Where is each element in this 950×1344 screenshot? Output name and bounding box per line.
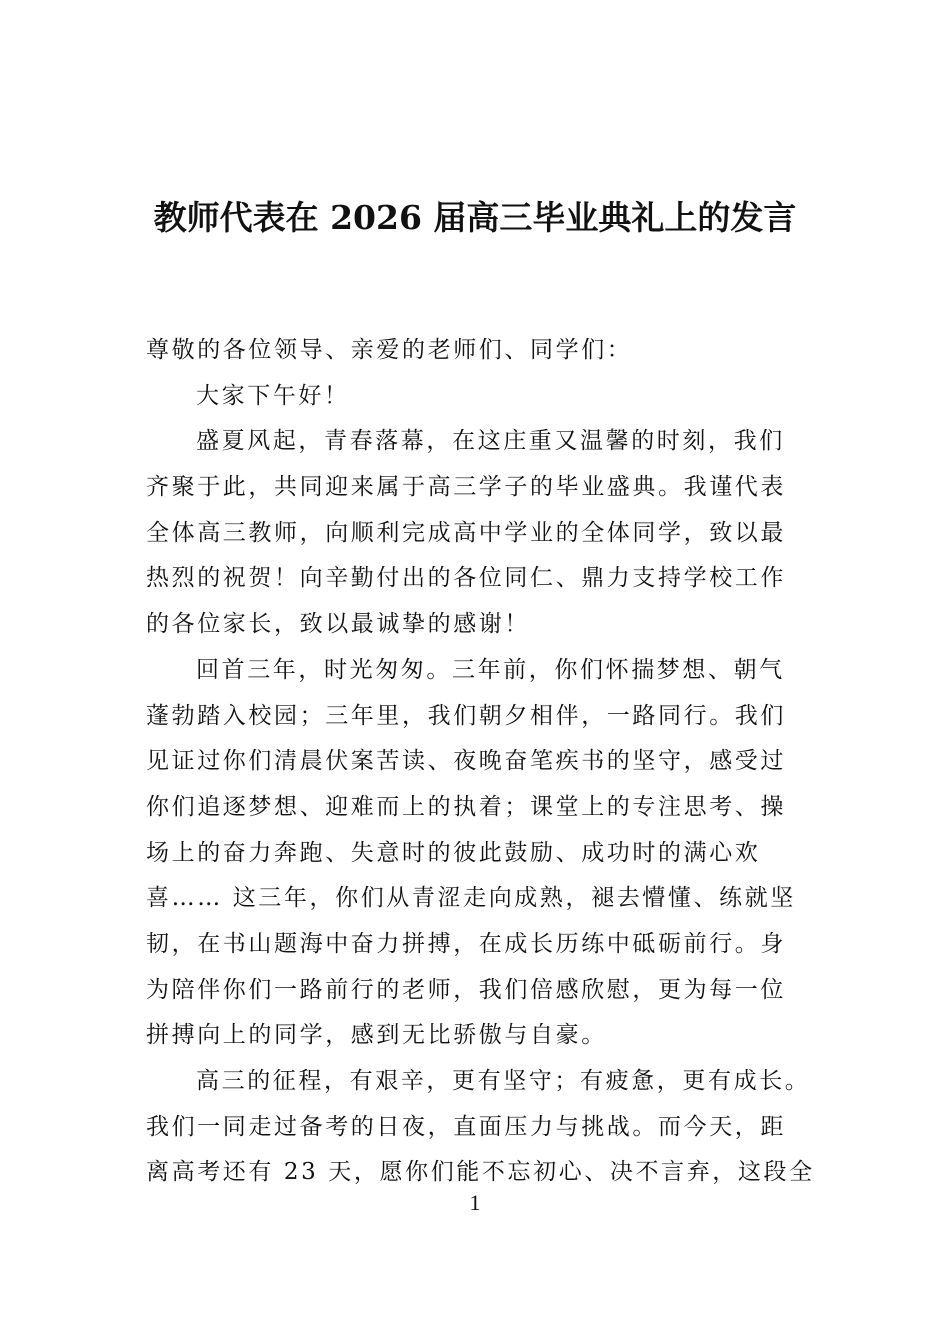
text-line: 大家下午好！ xyxy=(196,382,350,409)
text-line: 全体高三教师，向顺利完成高中学业的全体同学，致以最 xyxy=(146,519,786,546)
text-line: 离高考还有 23 天，愿你们能不忘初心、决不言弃，这段全 xyxy=(146,1159,815,1186)
text-line: 我们一同走过备考的日夜，直面压力与挑战。而今天，距 xyxy=(146,1113,786,1140)
text-line: 盛夏风起，青春落幕，在这庄重又温馨的时刻，我们 xyxy=(196,428,785,455)
text-line: 拼搏向上的同学，感到无比骄傲与自豪。 xyxy=(146,1022,607,1049)
text-line: 高三的征程，有艰辛，更有坚守；有疲惫，更有成长。 xyxy=(196,1068,811,1094)
text-line: 见证过你们清晨伏案苦读、夜晚奋笔疾书的坚守，感受过 xyxy=(146,748,786,775)
page-number: 1 xyxy=(469,1190,481,1215)
text-line: 的各位家长，致以最诚挚的感谢！ xyxy=(146,611,530,638)
document-title: 教师代表在 2026 届高三毕业典礼上的发言 xyxy=(153,198,797,237)
text-line: 韧，在书山题海中奋力拼搏，在成长历练中砥砺前行。身 xyxy=(146,930,786,957)
text-line: 为陪伴你们一路前行的老师，我们倍感欣慰，更为每一位 xyxy=(146,976,786,1003)
text-line: 尊敬的各位领导、亲爱的老师们、同学们： xyxy=(146,337,633,363)
speech-body xyxy=(146,328,815,1196)
text-line: 蓬勃踏入校园；三年里，我们朝夕相伴，一路同行。我们 xyxy=(146,702,786,729)
text-line: 回首三年，时光匆匆。三年前，你们怀揣梦想、朝气 xyxy=(196,656,785,683)
text-line: 场上的奋力奔跑、失意时的彼此鼓励、成功时的满心欢 xyxy=(146,839,761,866)
text-line: 喜…… 这三年，你们从青涩走向成熟，褪去懵懂、练就坚 xyxy=(146,885,796,912)
text-line: 热烈的祝贺！向辛勤付出的各位同仁、鼎力支持学校工作 xyxy=(146,565,786,592)
text-line: 齐聚于此，共同迎来属于高三学子的毕业盛典。我谨代表 xyxy=(146,474,786,501)
text-line: 你们追逐梦想、迎难而上的执着；课堂上的专注思考、操 xyxy=(146,793,786,820)
